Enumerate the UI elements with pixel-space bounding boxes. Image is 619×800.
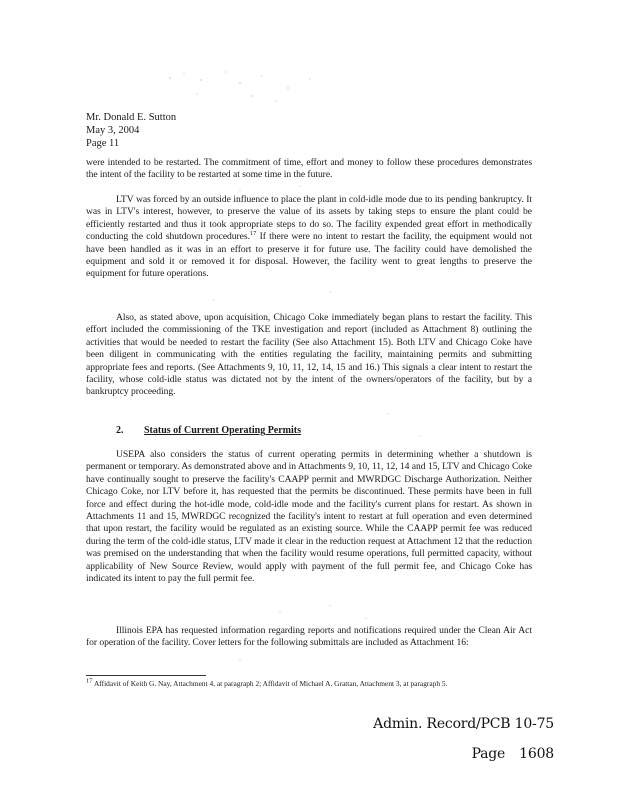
- section-number: 2.: [116, 425, 124, 436]
- stamp-page: [472, 746, 554, 762]
- footnote-text: Affidavit of Keith G. Nay, Attachment 4, at paragraph 2; Affidavit of Michael A. Grattan, Attachment 3, at paragraph 5.: [92, 679, 448, 688]
- letter-page-number: Page 11: [86, 138, 120, 149]
- footnote-reference: 17: [249, 230, 257, 238]
- section-title: Status of Current Operating Permits: [144, 425, 302, 436]
- paragraph-ltv-text-b: If there were no intent to restart the facility, the equipment would not have been handled as it was in an effort to preserve it for future use. The facility could have demolished the equipment and sold it or removed it for disposal. However, the facility went to great lengths to preserve the equipment for future operations.: [86, 231, 533, 280]
- letter-addressee: Mr. Donald E. Sutton: [86, 112, 177, 123]
- paragraph-ltv-text-a: LTV was forced by an outside influence to place the plant in cold-idle mode due to its pending bankruptcy. It was in LTV's interest, however, to preserve the value of its assets by taking steps to ensure the plant could be efficiently restarted and thus it took appropriate steps to do so. The facility expended great effort in methodically conducting the cold shutdown procedures.: [86, 194, 532, 243]
- paragraph-continuation: were intended to be restarted. The commitment of time, effort and money to follow these procedures demonstrates the intent of the facility to be restarted at some time in the future.: [86, 157, 532, 181]
- stamp-page-label: Page: [471, 746, 506, 762]
- paragraph-ltv-cold-idle: [86, 194, 532, 281]
- footnote-divider: [86, 675, 206, 676]
- footnote: [86, 679, 526, 688]
- section-heading: [116, 425, 301, 436]
- admin-record-stamp: Admin. Record/PCB 10-75: [373, 716, 554, 732]
- paragraph-illinois-epa: Illinois EPA has requested information regarding reports and notifications required under the Clean Air Act for operation of the facility. Cover letters for the following submittals are included as Attachment 16:: [86, 625, 532, 649]
- paragraph-chicago-coke-restart: Also, as stated above, upon acquisition, Chicago Coke immediately began plans to restart the facility. This effort included the commissioning of the TKE investigation and report (included as Attachment 8) outlining the activities that would be needed to restart the facility (See also Attachment 15). Both LTV and Chicago Coke have been diligent in communicating with the entities regulating the facility, maintaining permits and submitting appropriate fees and reports. (See Attachments 9, 10, 11, 12, 14, 15 and 16.) This signals a clear intent to restart the facility, whose cold-idle status was dictated not by the intent of the owners/operators of the facility, but by a bankruptcy proceeding.: [86, 312, 532, 398]
- stamp-page-number: 1608: [519, 746, 554, 762]
- footnote-number: 17: [86, 677, 93, 685]
- paragraph-operating-permits: USEPA also considers the status of current operating permits in determining whether a shutdown is permanent or temporary. As demonstrated above and in Attachments 9, 10, 11, 12, 14 and 15, LTV and Chicago Coke have continually sought to preserve the facility's CAAPP permit and MWRDGC Discharge Authorization. Neither Chicago Coke, nor LTV before it, has requested that the permits be discontinued. These permits have been in full force and effect during the hot-idle mode, cold-idle mode and the facility's current plans for restart. As shown in Attachments 11 and 15, MWRDGC recognized the facility's intent to restart at full operation and even determined that upon restart, the facility would be regulated as an existing source. While the CAAPP permit fee was reduced during the term of the cold-idle status, LTV made it clear in the reduction request at Attachment 12 that the reduction was premised on the understanding that when the facility would resume operations, full permitted capacity, without applicability of New Source Review, would apply with payment of the full permit fee, and Chicago Coke has indicated its intent to pay the full permit fee.: [86, 449, 532, 585]
- letter-date: May 3, 2004: [86, 125, 140, 136]
